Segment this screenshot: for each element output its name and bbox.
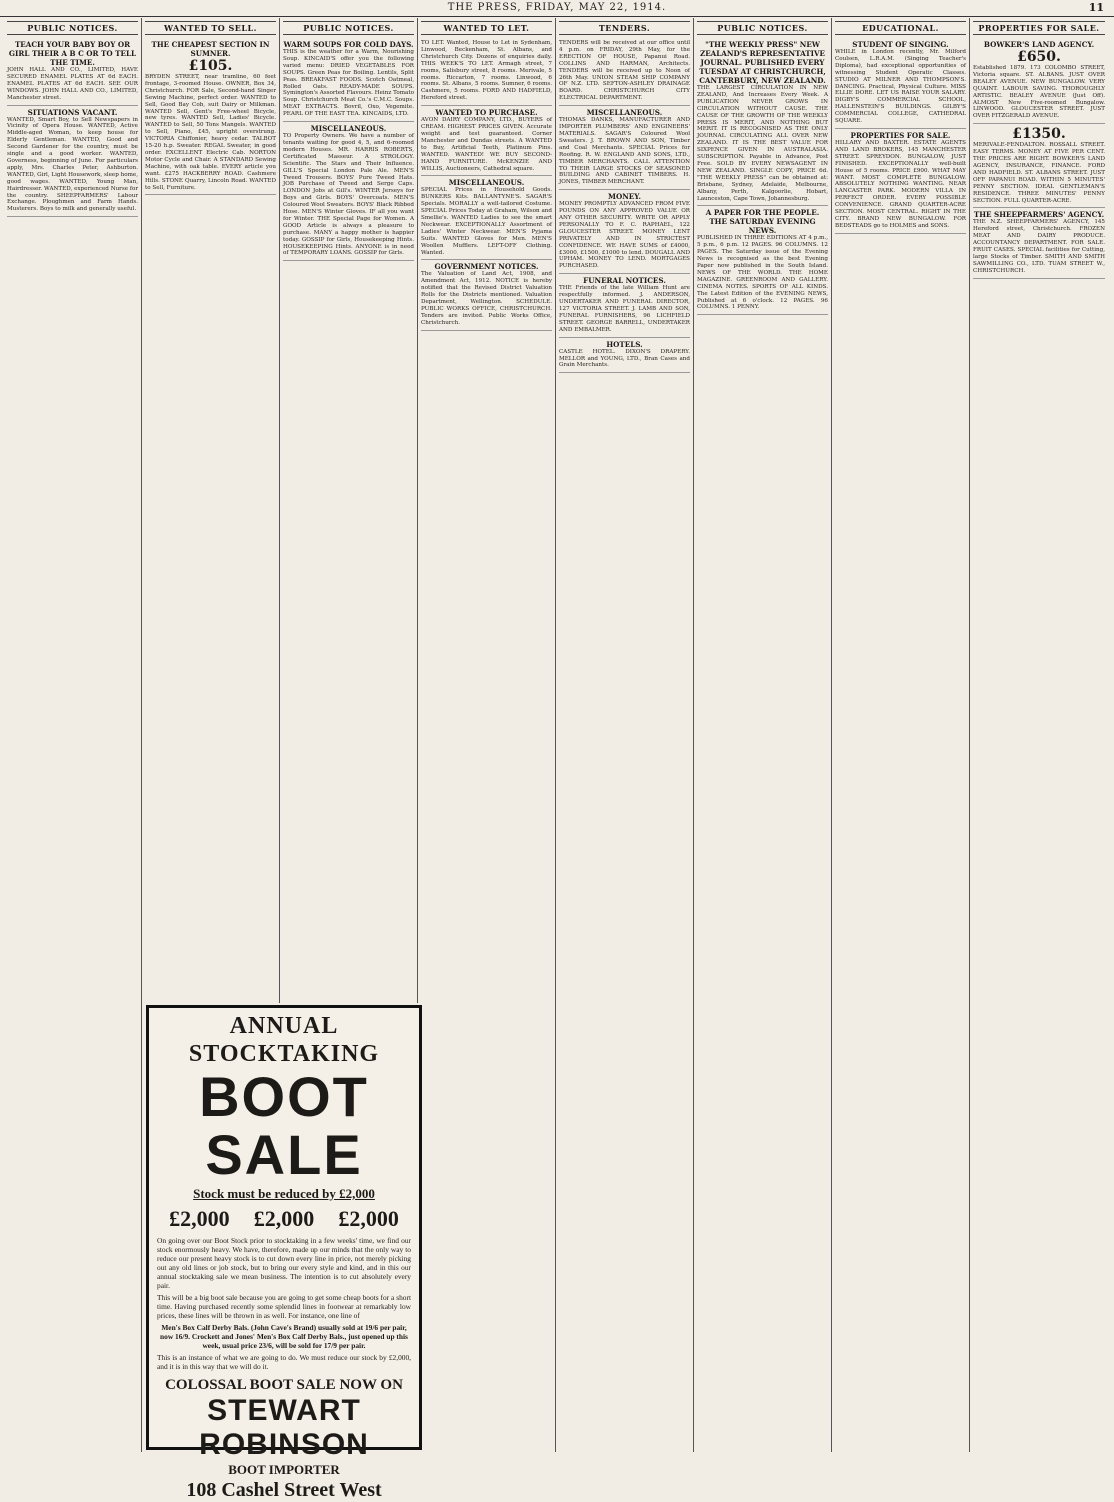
boot-sale-reduced: Stock must be reduced by £2,000	[193, 1186, 375, 1201]
advertisement	[421, 38, 552, 106]
advertisement	[697, 38, 828, 206]
advertisement	[973, 124, 1105, 208]
column-header: PUBLIC NOTICES.	[7, 21, 138, 35]
ad-title: MISCELLANEOUS.	[586, 108, 663, 118]
ad-title: GOVERNMENT NOTICES.	[434, 262, 539, 272]
ad-body: HILLARY AND BAXTER. ESTATE AGENTS AND LAND BROKERS, 145 MANCHESTER STREET. SPREYDON. BUNGALOW, JUST FINISHED. EXCEPTIONALLY well-built House of 5 rooms. PRICE £900. WHAT MAY WANT. MOST COMPLETE BUNGALOW. ABSOLUTELY NOTHING WANTING. NEAR LANCASTER PARK. MODERN VILLA IN PERFECT ORDER. EVERY POSSIBLE CONVENIENCE. GRAND QUARTER-ACRE SECTION. MOST CENTRAL. RIGHT IN THE CITY. BRAND NEW BUNGALOW. FOR BEDSTEADS go to HOLMES and SONS.	[835, 139, 966, 229]
ad-body: MERIVALE-FENDALTON. ROSSALL STREET. EASY TERMS. MONEY AT FIVE PER CENT. THE PRICES ARE RIGHT. BOWKER'S LAND AGENCY, INSURANCE, FINANCE. FORD AND HADFIELD. ST. ALBANS STREET. JUST OFF PAPANUI ROAD. WITHIN 5 MINUTES' PENNY SECTION. IDEAL GENTLEMAN'S RESIDENCE. THREE MINUTES' PENNY SECTION. FULL QUARTER-ACRE.	[973, 142, 1105, 204]
ad-body: JOHN HALL AND CO., LIMITED, HAVE SECURED ENAMEL PLATES AT 6d EACH. ENAMEL PLATES AT 6d EACH. SEE OUR WINDOWS. JOHN HALL AND CO., LIMITED, Manchester street.	[7, 67, 138, 101]
ad-body: Established 1879. 173 COLOMBO STREET, Victoria square. ST. ALBANS. JUST OVER BEALEY AVENUE. NEW BUNGALOW. VERY QUAINT. LABOUR SAVING. THOROUGHLY ARTISTIC. BEALEY AVENUE (Just Off). ALMOST New Five-roomed Bungalow. LINWOOD. GLOUCESTER STREET. JUST OVER FITZGERALD AVENUE.	[973, 65, 1105, 120]
ad-title: BOWKER'S LAND AGENCY.	[983, 40, 1095, 49]
advertisement	[559, 106, 690, 190]
column-header: WANTED TO SELL.	[145, 21, 276, 35]
boot-sale-headline: BOOT SALE	[199, 1065, 369, 1186]
amount-2: £2,000	[253, 1206, 315, 1231]
ad-price: £1350.	[1012, 126, 1066, 143]
boot-sale-company: STEWART ROBINSON	[199, 1394, 369, 1461]
column-header: TENDERS.	[559, 21, 690, 35]
ad-body: THE LARGEST CIRCULATION IN NEW ZEALAND, And Increases Every Week. A PUBLICATION NEVER GROWS IN CIRCULATION WITHOUT CAUSE. THE CAUSE OF THE GROWTH OF THE WEEKLY PRESS IS MERIT, AND NOTHING BUT MERIT. IT IS RECOGNISED AS THE ONLY JOURNAL CIRCULATING ALL OVER NEW ZEALAND. IT IS THE BEST VALUE FOR SIXPENCE GIVEN IN AUSTRALASIA. SUBSCRIPTION. Payable in Advance, Post Free. SOLD BY EVERY NEWSAGENT IN NEW ZEALAND. SINGLE COPY, PRICE 6d. "THE WEEKLY PRESS" can be obtained at: Brisbane, Sydney, Adelaide, Melbourne, Albany, Perth, Kalgoorlie, Hobart, Launceston, Cape Town, Johannesburg.	[697, 85, 828, 202]
page-number: 11	[1088, 1, 1104, 14]
ad-body: THIS is the weather for a Warm, Nourishing Soup. KINCAID'S offer you the following varied menu: DRIED VEGETABLES FOR SOUPS. Green Peas for Boiling. Lentils, Split Peas. BREAKFAST FOODS. Scotch Oatmeal, Rolled Oats. READY-MADE SOUPS. Symington's Assorted Flavours. Heinz Tomato Soup. Christchurch Meat Co.'s C.M.C. Soups. MEAT EXTRACTS. Bovril, Oxo, Vegemite. PEARL OF THE EAST TEA. KINCAIDS, LTD.	[283, 49, 414, 118]
ad-body: TO Property Owners. We have a number of tenants waiting for good 4, 5, and 6-roomed modern Houses. MR. HARRIS ROBERTS, Certificated Masseur. A STROLOGY. Scientific. The Stars and Their Influence. GILL'S Special London Pale Ale. MEN'S Tweed Trousers. BOYS' Pure Tweed Hats. JOB Purchase of Tweed and Serge Caps. LONDON Jobs at Gill's. WINTER Jerseys for Boys and Girls. BOYS' Overcoats. MEN'S Coloured Wool Sweaters. BOYS' Black Ribbed Hose. MEN'S Winter Gloves. IF all you want for Winter. THE Special Page for Women. A GOOD Article is always a pleasure to purchase. MANY a happy mother is happier today. GOSSIP for Girls, Housekeeping Hints. HOUSEKEEPING Hints. ANYONE is in need of TEMPORARY LOANS. GOSSIP for Girls.	[283, 133, 414, 257]
advertisement	[421, 106, 552, 176]
ad-price: £650.	[1017, 49, 1061, 65]
column-4	[418, 18, 556, 1452]
boot-sale-colossal: COLOSSAL BOOT SALE NOW ON	[165, 1377, 403, 1393]
ad-title: MISCELLANEOUS.	[448, 178, 525, 188]
ad-body: BRYDEN STREET, near tramline, 60 feet frontage, 3-roomed House. OWNER, Box 34, Christchurch. FOR Sale, Second-hand Singer Sewing Machine, perfect order. WANTED to Sell, Good Bay Cob, suit Dairy or Milkman. WANTED Sell, Gent's Free-wheel Bicycle, new tyres. WANTED Sell, Ladies' Bicycle. WANTED to Sell, 50 Tons Mangels. WANTED to Sell, Piano, £45, upright overstrung. VICTORIA Chiffonier, heavy cedar. TALBOT 15-20 h.p. Sweater. REGAL Sweater, in good order. EXCELLENT Electric Cab. NORTON Motor Cycle and Chair. A STANDARD Sewing Machine, with oak table. EVERY article you want. £275 HACKBERRY ROAD. Cashmere Hills. STONE Quarry, Lincoln Road. WANTED to Sell, Furniture.	[145, 74, 276, 191]
ad-body: SPECIAL Prices in Household Goods. BUNKERS Kits. BALLANTYNE'S. SAGAR'S Specials. MORALLY a well-tailored Costume. SPECIAL Prices Today at Graham, Wilson and Smellie's. WANTED Ladies to see the smart Neckwear. EXCEPTIONALLY Assortment of Ladies' Winter Neckwear. MEN'S Pyjama Suits. WANTED Gloves for Men. MEN'S Woollen Mufflers. LEFT-OFF Clothing. Wanted.	[421, 187, 552, 256]
ad-body: WANTED, Smart Boy, to Sell Newspapers in Vicinity of Opera House. WANTED, Active Middle-aged Woman, to keep house for Elderly Gentleman. WANTED, Good and Second Gardener for the country, must be single and a good worker. WANTED, Governess, beginning of June. For particulars apply, Mrs. Charles Peter, Ashburton. WANTED, Girl, Light Housework, sleep home, good wages. WANTED, Young Man, Hairdresser. WANTED, experienced Nurse for the country. SHEEPFARMERS' Labour Exchange. Ploughmen and Farm Hands. Musterers. Boys to milk and generally useful.	[7, 116, 138, 213]
ad-body: THE N.Z. SHEEPFARMERS' AGENCY, 145 Hereford street, Christchurch. FROZEN MEAT AND DAIRY PRODUCE. ACCOUNTANCY DEPARTMENT. FOR SALE. FRUIT CASES. SPECIAL facilities for Cutting, large Stocks of Timber. SMITH AND SMITH SAWMILLING CO., LTD. TUAM STREET W., CHRISTCHURCH.	[973, 219, 1105, 274]
ad-body: TO LET. Wanted, House to Let in Sydenham, Linwood, Beckenham, St. Albans, and Christchurch City. Dozens of enquiries daily. THIS WEEK'S TO LET. Armagh street, 7 rooms, Salisbury street, 8 rooms. Merivale, 5 rooms. Riccarton, 7 rooms. Linwood, 6 rooms. St. Albans, 5 rooms. Sumner, 6 rooms. Cashmere, 5 rooms. FORD AND HADFIELD, Hereford street.	[421, 40, 552, 102]
boot-sale-body-4: This is an instance of what we are going to do. We must reduce our stock by £2,000, and it is in this way that we will do it.	[157, 1353, 411, 1371]
ad-title: MONEY.	[608, 192, 641, 202]
ad-title: TEACH YOUR BABY BOY OR GIRL THEIR A B C OR TO TELL THE TIME.	[8, 40, 137, 67]
boot-sale-body-3: Men's Box Calf Derby Bals. (John Cave's Brand) usually sold at 19/6 per pair, now 16/9. Crockett and Jones' Men's Box Calf Derby Bals., just opened up this week, usual price 23/6, will be sold for 17/9 per pair.	[160, 1323, 408, 1350]
ad-title: "THE WEEKLY PRESS" NEW ZEALAND'S REPRESENTATIVE JOURNAL. PUBLISHED EVERY TUESDAY AT CHRISTCHURCH, CANTERBURY, NEW ZEALAND.	[699, 40, 826, 85]
advertisement	[559, 38, 690, 106]
ad-title: SITUATIONS VACANT.	[27, 107, 118, 117]
advertisement	[283, 38, 414, 122]
ad-title: FUNERAL NOTICES.	[583, 276, 666, 286]
advertisement	[559, 190, 690, 274]
ad-body: THOMAS DANKS, MANUFACTURER AND IMPORTER PLUMBERS' AND ENGINEERS' MATERIALS. SAGAR'S Coloured Wool Sweaters. J. T. BROWN AND SON, Timber and Coal Merchants. SPECIAL Prices for Roofing. R. W. ENGLAND AND SONS, LTD., TIMBER MERCHANTS. CALL ATTENTION TO THEIR LARGE STOCKS OF SEASONED BUILDING AND CABINET TIMBERS. H. JONES, TIMBER MERCHANT.	[559, 117, 690, 186]
ad-title: MISCELLANEOUS.	[310, 124, 387, 134]
advertisement	[145, 38, 276, 195]
column-7	[832, 18, 970, 1452]
advertisement	[559, 338, 690, 374]
ad-title: PROPERTIES FOR SALE.	[850, 130, 951, 140]
ad-body: TENDERS will be received at our office until 4 p.m. on FRIDAY, 29th May, for the ERECTION OF HOUSE, Papanui Road. COLLINS AND HARMAN, Architects. TENDERS will be received up to Noon of 26th May. UNION STEAM SHIP COMPANY OF N.Z. LTD. SEFTON-ASHLEY DRAINAGE BOARD. CHRISTCHURCH CITY ELECTRICAL DEPARTMENT.	[559, 40, 690, 102]
advertisement	[559, 274, 690, 337]
ad-title: STUDENT OF SINGING.	[852, 40, 949, 49]
ad-body: THE Friends of the late William Hunt are respectfully informed. J. ANDERSON, UNDERTAKER AND FUNERAL DIRECTOR, 127 VICTORIA STREET. J. LAMB AND SON, FUNERAL FURNISHERS, 96 LICHFIELD STREET. GEORGE BARRELL, UNDERTAKER AND EMBALMER.	[559, 285, 690, 333]
advertisement	[421, 260, 552, 330]
amount-1: £2,000	[169, 1206, 230, 1231]
column-header: PROPERTIES FOR SALE.	[973, 21, 1105, 35]
boot-sale-line1: ANNUAL STOCKTAKING	[188, 1013, 380, 1067]
boot-sale-role: BOOT IMPORTER	[228, 1462, 340, 1477]
boot-sale-body-2: This will be a big boot sale because you are going to get some cheap boots for a short time. Having purchased recently some splendid lines in footwear at remarkably low prices, these lines will be thrown in as well. For instance, one line of	[157, 1293, 411, 1320]
boot-sale-amounts	[157, 1206, 411, 1232]
column-5	[556, 18, 694, 1452]
ad-body: AVON DAIRY COMPANY, LTD., BUYERS of CREAM. HIGHEST PRICES GIVEN. Accurate weight and test guaranteed. Corner Manchester and Dundas streets. A WANTED to Buy, Artificial Teeth, Platinum Pins. WANTED. WANTED! WE BUY SECOND-HAND FURNITURE. McKENZIE AND WILLIS, Auctioneers, Cathedral square.	[421, 117, 552, 172]
ad-body: WHILE in London recently, Mr. Milford Coulsen, L.R.A.M. (Singing Teacher's Diploma), had exceptional opportunities of witnessing Student Operatic Classes. STUDIO AT MILNER AND THOMPSON'S. DANCING. Practical, Physical Culture. MISS ELLIE DORE. LET US RAISE YOUR SALARY. DIGBY'S COMMERCIAL SCHOOL, HALLENSTEIN'S BUILDINGS. GILBY'S COMMERCIAL COLLEGE, CATHEDRAL SQUARE.	[835, 49, 966, 125]
advertisement	[283, 122, 414, 261]
advertisement	[835, 129, 966, 234]
ad-price: £105.	[188, 58, 233, 74]
ad-body: CASTLE HOTEL. DIXON'S DRAPERY. MELLOR and YOUNG, LTD., Bran Cases and Grain Merchants.	[559, 348, 690, 369]
ad-title: WARM SOUPS FOR COLD DAYS.	[283, 40, 414, 49]
advertisement	[421, 176, 552, 260]
ad-title: A PAPER FOR THE PEOPLE. THE SATURDAY EVENING NEWS.	[705, 208, 820, 236]
column-2	[142, 18, 280, 1003]
masthead-title: THE PRESS, FRIDAY, MAY 22, 1914.	[447, 2, 667, 13]
ad-body: MONEY PROMPTLY ADVANCED FROM FIVE POUNDS ON ANY APPROVED VALUE OR ANY OTHER SECURITY. WRITE OR APPLY PERSONALLY TO F. C. RAPHAEL, 122 GLOUCESTER STREET. MONEY LENT PRIVATELY AND IN STRICTEST CONFIDENCE. WE HAVE SUMS of £4000, £3000, £1500, £1000 to lend. DOUGALL AND UPHAM. MONEY TO LEND. MORTGAGES PURCHASED.	[559, 201, 690, 270]
amount-3: £2,000	[338, 1206, 399, 1231]
boot-sale-address: 108 Cashel Street West	[186, 1479, 382, 1501]
ad-title: THE SHEEPFARMERS' AGENCY.	[973, 210, 1105, 220]
column-header: PUBLIC NOTICES.	[697, 21, 828, 35]
ad-body: The Valuation of Land Act, 1908, and Amendment Act, 1912. NOTICE is hereby notified that the Revised District Valuation Rolls for the Districts mentioned. Valuation Department, Wellington. SCHEDULE. PUBLIC WORKS OFFICE, CHRISTCHURCH. Tenders are invited. Public Works Office, Christchurch.	[421, 271, 552, 326]
advertisement	[7, 38, 138, 106]
advertisement	[973, 208, 1105, 278]
column-header: WANTED TO LET.	[421, 21, 552, 35]
ad-title: HOTELS.	[606, 339, 643, 349]
advertisement	[7, 106, 138, 218]
advertisement	[973, 38, 1105, 124]
ad-body: PUBLISHED IN THREE EDITIONS AT 4 p.m., 5 p.m., 6 p.m. 12 PAGES. 96 COLUMNS. 12 PAGES. The Saturday issue of the Evening News is recognised as the best Evening Paper now published in the South Island. NEWS OF THE WORLD. THE HOME MAGAZINE. GREENROOM AND GALLERY. CINEMA NOTES. SPORTS OF ALL KINDS. The Latest Edition of the EVENING NEWS, Published at 6 o'clock. 12 PAGES. 96 COLUMNS. 1 PENNY.	[697, 235, 828, 311]
column-header: EDUCATIONAL.	[835, 21, 966, 35]
advertisement	[835, 38, 966, 129]
boot-sale-body-1: On going over our Boot Stock prior to stocktaking in a few weeks' time, we find our stock enormously heavy. We have, therefore, made up our minds that the only way to reduce our present heavy stock is to cut down every line in price, not merely picking out any old lines or job stock, but to bring our every style and kind, and in this our annual stocktaking sale we mean business. The intention is to cut absolutely every pair.	[157, 1236, 411, 1290]
ad-title: WANTED TO PURCHASE.	[435, 108, 538, 118]
column-3	[280, 18, 418, 1003]
column-header: PUBLIC NOTICES.	[283, 21, 414, 35]
boot-sale-advertisement	[146, 1005, 422, 1501]
column-8	[970, 18, 1108, 1452]
masthead	[0, 0, 1114, 17]
column-1	[4, 18, 142, 1452]
advertisement	[697, 206, 828, 315]
ad-title: THE CHEAPEST SECTION IN SUMNER.	[151, 40, 270, 58]
column-6	[694, 18, 832, 1452]
